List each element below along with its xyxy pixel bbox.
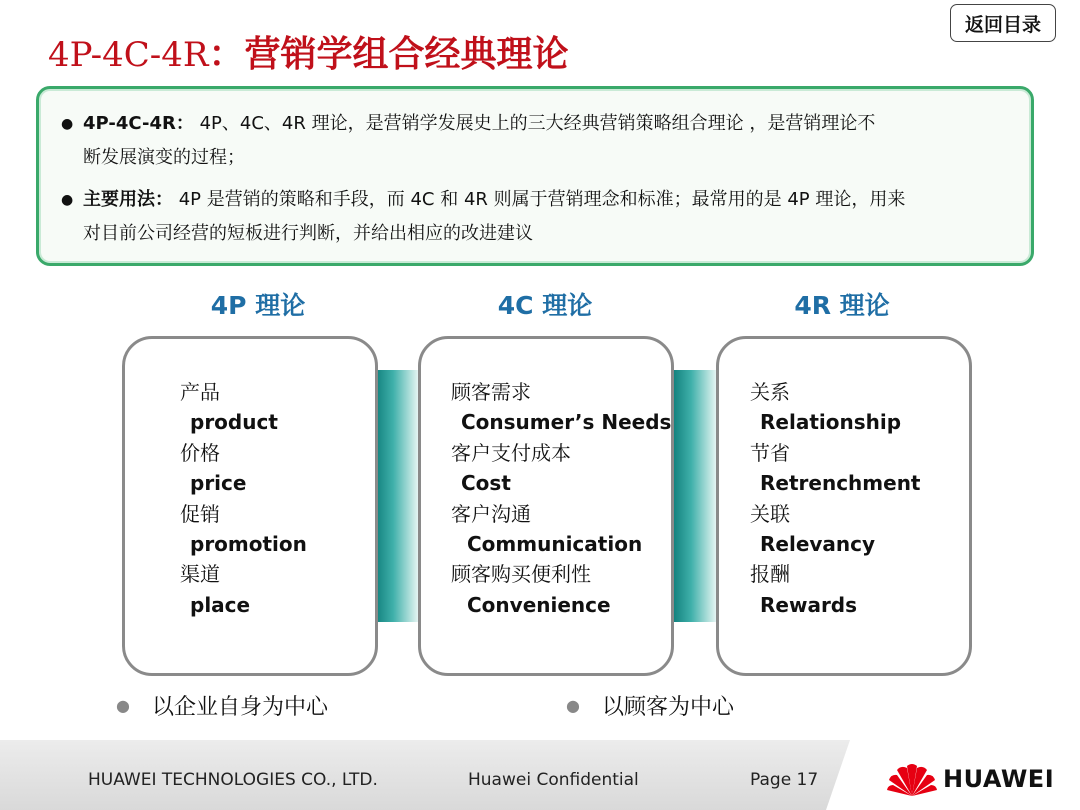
- item-cn: 关联: [750, 501, 790, 526]
- bullet-icon: ●: [566, 696, 580, 715]
- item-cn: 顾客购买便利性: [451, 562, 591, 587]
- huawei-logo: [885, 760, 1055, 800]
- card-4c: [418, 336, 674, 676]
- item-cn: 报酬: [750, 562, 790, 587]
- item-en: product: [190, 410, 278, 435]
- footer-page-number: Page 17: [750, 770, 819, 790]
- note-company-centered: [116, 690, 328, 721]
- item-cn: 关系: [750, 380, 790, 404]
- intro-text: 对目前公司经营的短板进行判断，并给出相应的改进建议: [83, 223, 533, 244]
- item-en: place: [190, 592, 251, 617]
- item-en: Relationship: [760, 410, 902, 435]
- item-cn: 渠道: [180, 562, 220, 587]
- card-connector: [374, 370, 422, 622]
- intro-text: 4P、4C、4R 理论，是营销学发展史上的三大经典营销策略组合理论 ，是营销理论不: [199, 113, 876, 134]
- bullet-icon: ●: [116, 696, 130, 715]
- page-title-latin: 4P-4C-4R: [48, 35, 209, 75]
- intro-item-usage: [61, 183, 1011, 251]
- item-en: Convenience: [467, 592, 611, 617]
- item-en: Cost: [461, 471, 511, 496]
- note-customer-centered: [566, 690, 734, 721]
- huawei-logo-text: HUAWEI: [943, 765, 1055, 793]
- footer-company: HUAWEI TECHNOLOGIES CO., LTD.: [88, 770, 378, 790]
- bullet-icon: ●: [61, 116, 74, 132]
- intro-text: 4P 是营销的策略和手段，而 4C 和 4R 则属于营销理念和标准；最常用的是 4P 理论，用来: [178, 189, 906, 210]
- card-4p: [122, 336, 378, 676]
- note-text: 以顾客为中心: [601, 695, 734, 720]
- intro-box: [36, 86, 1034, 266]
- item-cn: 客户沟通: [451, 501, 531, 526]
- bullet-icon: ●: [61, 192, 74, 208]
- item-en: Communication: [467, 531, 643, 556]
- item-cn: 促销: [180, 501, 220, 526]
- item-en: promotion: [190, 531, 307, 556]
- column-title-4p: 4P 理论: [210, 291, 306, 320]
- footer-bar: [0, 740, 1080, 810]
- item-cn: 客户支付成本: [451, 440, 571, 465]
- note-text: 以企业自身为中心: [151, 695, 328, 720]
- intro-label: 主要用法：: [83, 189, 173, 210]
- item-cn: 价格: [180, 440, 220, 465]
- item-en: price: [190, 471, 247, 496]
- card-connector: [672, 370, 720, 622]
- intro-text: 断发展演变的过程；: [83, 147, 245, 168]
- item-en: Retrenchment: [760, 471, 921, 496]
- item-en: Rewards: [760, 592, 858, 617]
- back-to-contents-button[interactable]: 返回目录: [950, 4, 1056, 42]
- item-cn: 产品: [180, 380, 220, 404]
- column-title-4r: 4R 理论: [794, 291, 890, 320]
- card-4r: [716, 336, 972, 676]
- item-en: Consumer’s Needs: [461, 410, 672, 435]
- intro-item-definition: [61, 107, 1011, 175]
- item-cn: 节省: [750, 440, 790, 465]
- page-title-chinese: ：营销学组合经典理论: [208, 34, 569, 75]
- footer-confidential: Huawei Confidential: [468, 770, 639, 790]
- column-title-4c: 4C 理论: [497, 291, 593, 320]
- item-cn: 顾客需求: [451, 380, 531, 404]
- item-en: Relevancy: [760, 531, 876, 556]
- huawei-flower-icon: [885, 760, 939, 800]
- page-title: [48, 30, 569, 80]
- intro-label: 4P-4C-4R：: [83, 113, 194, 134]
